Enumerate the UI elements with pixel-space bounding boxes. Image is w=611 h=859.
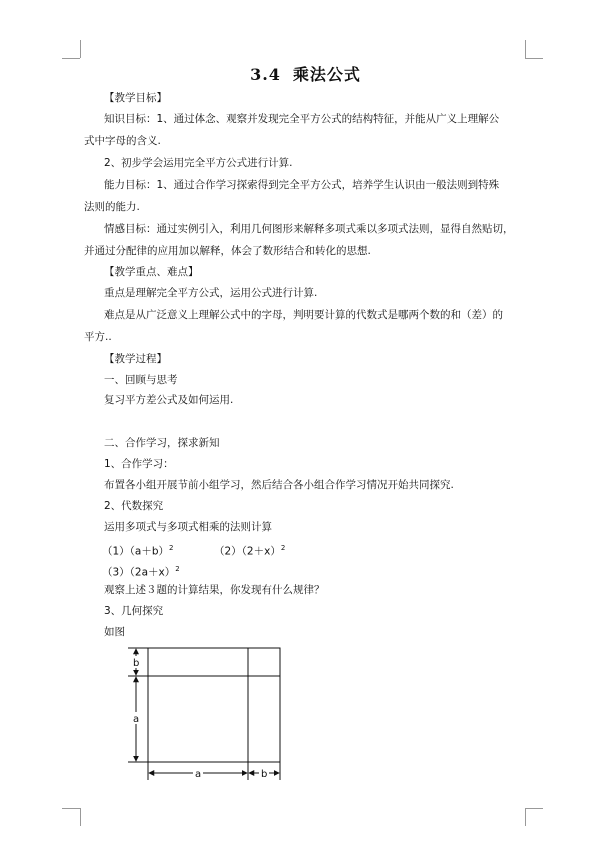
expression-3 [102, 562, 180, 580]
algebra-heading: 2、代数探究 [104, 500, 164, 512]
observe-question: 观察上述３题的计算结果，你发现有什么规律？ [104, 584, 325, 596]
outer-square [148, 648, 280, 762]
part2-heading: 二、合作学习，探求新知 [104, 437, 220, 449]
coop-text: 布置各小组开展节前小组学习，然后结合各小组合作学习情况开始共同探究. [104, 479, 454, 491]
keypoint-text: 重点是理解完全平方公式，运用公式进行计算. [104, 287, 318, 299]
knowledge-objective-line2: 式中字母的含义. [84, 135, 161, 147]
square-diagram [120, 640, 300, 785]
part1-text: 复习平方差公式及如何运用. [104, 394, 234, 406]
expression-2 [214, 541, 285, 559]
ability-objective-line1: 能力目标：1、通过合作学习探索得到完全平方公式，培养学生认识由一般法则到特殊 [104, 179, 500, 191]
ability-objective-line2: 法则的能力. [84, 201, 140, 213]
keypoints-heading: 【教学重点、难点】 [104, 266, 199, 278]
expression-1 [102, 541, 174, 559]
difficulty-line2: 平方.. [84, 331, 112, 343]
coop-heading: 1、合作学习： [104, 458, 174, 470]
difficulty-line1: 难点是从广泛意义上理解公式中的字母，判明要计算的代数式是哪两个数的和（差）的 [104, 309, 503, 321]
expression-1-base: （1）（a＋b） [102, 545, 170, 558]
title-number: 3.4 [250, 65, 281, 84]
label-a-vertical: a [133, 714, 140, 725]
process-heading: 【教学过程】 [104, 353, 167, 365]
label-b-horizontal: b [261, 769, 268, 780]
emotion-objective-line2: 并通过分配律的应用加以解释，体会了数形结合和转化的思想. [84, 245, 371, 257]
expression-2-base: （2）（2＋x） [214, 545, 281, 558]
expression-1-exponent: 2 [169, 544, 174, 552]
part1-heading: 一、回顾与思考 [104, 374, 178, 386]
page-title [0, 62, 611, 85]
expression-2-exponent: 2 [280, 544, 286, 552]
knowledge-objective-2: 2、初步学会运用完全平方公式进行计算. [104, 157, 293, 169]
title-text: 乘法公式 [292, 65, 361, 84]
geometry-heading: 3、几何探究 [104, 605, 164, 617]
label-b-vertical: b [133, 658, 140, 669]
algebra-text: 运用多项式与多项式相乘的法则计算 [104, 521, 272, 533]
knowledge-objective-line1: 知识目标：1、通过体念、观察并发现完全平方公式的结构特征，并能从广义上理解公 [104, 113, 500, 125]
figure-intro: 如图 [104, 626, 125, 638]
expression-3-base: （3）（2a＋x） [102, 566, 176, 579]
label-a-horizontal: a [195, 769, 202, 780]
objectives-heading: 【教学目标】 [104, 92, 167, 104]
emotion-objective-line1: 情感目标：通过实例引入，利用几何图形来解释多项式乘以多项式法则，显得自然贴切， [104, 223, 514, 235]
expression-3-exponent: 2 [175, 565, 180, 573]
